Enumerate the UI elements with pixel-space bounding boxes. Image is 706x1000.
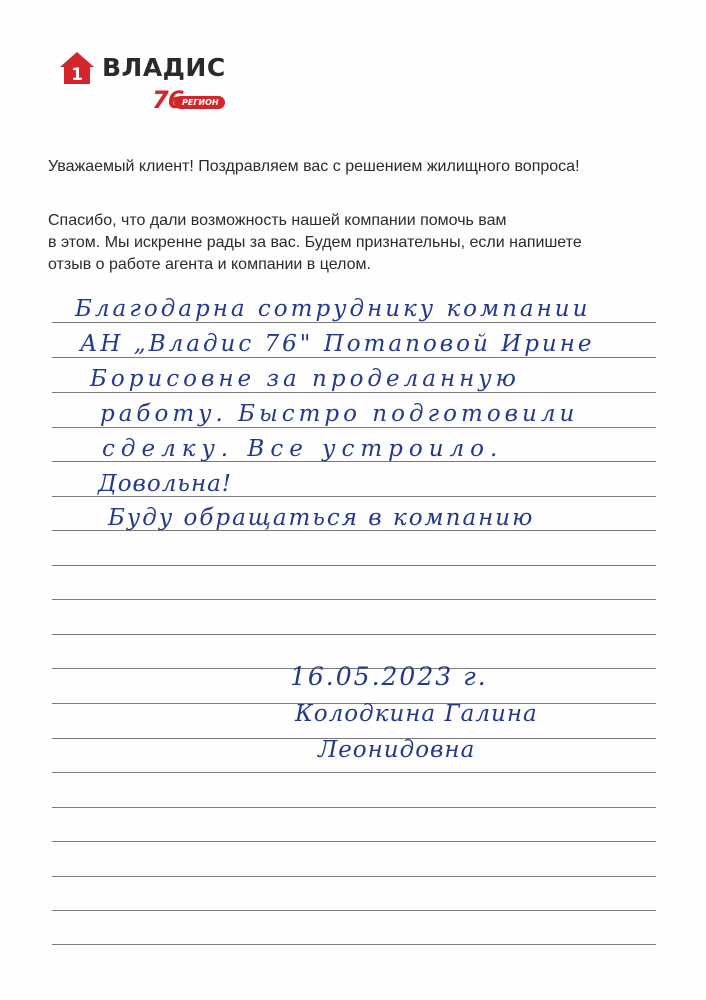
intro-line: в этом. Мы искренне рады за вас. Будем признательны, если напишете — [48, 234, 582, 251]
ruled-line — [52, 634, 656, 635]
author-name-line: Колодкина Галина — [295, 701, 538, 727]
greeting-text: Уважаемый клиент! Поздравляем вас с решением жилищного вопроса! — [48, 158, 580, 175]
intro-line: Спасибо, что дали возможность нашей компании помочь вам — [48, 212, 507, 229]
region-badge-label: РЕГИОН — [174, 96, 225, 109]
handwritten-line: АН „Владис 76" Потаповой Ирине — [80, 331, 595, 357]
ruled-line — [52, 876, 656, 877]
ruled-line — [52, 322, 656, 323]
ruled-line — [52, 841, 656, 842]
ruled-line — [52, 772, 656, 773]
ruled-line — [52, 807, 656, 808]
ruled-line — [52, 392, 656, 393]
intro-paragraph — [48, 210, 678, 276]
svg-text:1: 1 — [71, 65, 83, 85]
handwritten-line: работу. Быстро подготовили — [100, 401, 579, 427]
ruled-line — [52, 357, 656, 358]
handwritten-date: 16.05.2023 г. — [290, 662, 488, 691]
intro-line: отзыв о работе агента и компании в целом. — [48, 256, 371, 273]
handwritten-line: сделку. Все устроило. — [102, 436, 504, 462]
handwritten-line: Благодарна сотруднику компании — [75, 296, 591, 322]
ruled-line — [52, 565, 656, 566]
handwritten-line: Довольна! — [98, 471, 233, 497]
vladis-logo — [58, 50, 238, 120]
handwritten-line: Борисовне за проделанную — [90, 366, 520, 392]
house-key-icon — [58, 50, 96, 86]
ruled-line — [52, 944, 656, 945]
ruled-line — [52, 910, 656, 911]
author-name-line: Леонидовна — [318, 737, 476, 763]
region-badge-number: 76 — [152, 86, 184, 114]
region-badge — [152, 88, 224, 114]
handwritten-line: Буду обращаться в компанию — [108, 505, 535, 531]
logo-brand-name: ВЛАДИС — [102, 53, 226, 82]
ruled-line — [52, 427, 656, 428]
ruled-line — [52, 599, 656, 600]
